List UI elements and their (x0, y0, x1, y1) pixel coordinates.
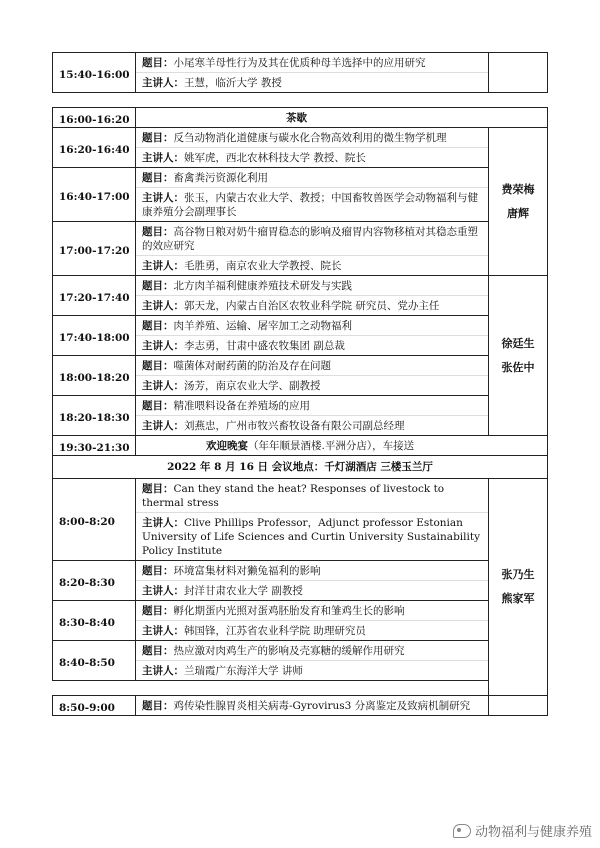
session-speaker: 刘燕忠，广州市牧兴畜牧设备有限公司副总经理 (184, 420, 405, 432)
table-row (53, 456, 548, 479)
session-time: 8:20-8:30 (53, 561, 136, 601)
table-row: 8:40-8:50 题目：热应激对肉鸡生产的影响及壳寡糖的缓解作用研究 主讲人：兰瑞霞广东海洋大学 讲师 (53, 641, 548, 681)
session-hosts: 徐廷生 张佐中 (489, 276, 548, 436)
session-topic: 反刍动物消化道健康与碳水化合物高效利用的微生物学机理 (173, 132, 447, 144)
session-topic: 小尾寒羊母性行为及其在优质种母羊选择中的应用研究 (173, 57, 426, 69)
table-row: 18:00-18:20 题目：噬菌体对耐药菌的防治及存在问题 主讲人：汤芳，南京农业大学、副教授 (53, 356, 548, 396)
dinner-note: （年年顺景酒楼.平洲分店），车接送 (248, 440, 415, 452)
agenda-document (52, 52, 548, 716)
session-speaker: Clive Phillips Professor，Adjunct professor Estonian University of Life Sciences and Curtin University Sustainability Policy Institute (142, 517, 481, 557)
session-topic: 环境富集材料对獭兔福利的影响 (173, 565, 321, 577)
session-topic: 孵化期蛋内光照对蛋鸡胚胎发育和雏鸡生长的影响 (173, 605, 405, 617)
session-speaker: 姚军虎，西北农林科技大学 教授、院长 (184, 152, 366, 164)
session-topic: 鸡传染性腺胃炎相关病毒-Gyrovirus3 分离鉴定及致病机制研究 (173, 700, 471, 712)
session-topic: 热应激对肉鸡生产的影响及壳寡糖的缓解作用研究 (173, 645, 405, 657)
session-topic: 北方肉羊福利健康养殖技术研发与实践 (173, 280, 352, 292)
session-time: 18:00-18:20 (53, 356, 136, 396)
session-speaker: 张玉，内蒙古农业大学、教授；中国畜牧兽医学会动物福利与健康养殖分会副理事长 (142, 192, 478, 218)
session-time: 16:00-16:20 (53, 108, 136, 128)
session-time: 8:30-8:40 (53, 601, 136, 641)
table-row: 16:20-16:40 题目：反刍动物消化道健康与碳水化合物高效利用的微生物学机理 主讲人：姚军虎，西北农林科技大学 教授、院长 费荣梅 唐辉 (53, 128, 548, 168)
session-speaker: 兰瑞霞广东海洋大学 讲师 (184, 665, 303, 677)
wechat-icon (453, 824, 471, 838)
tea-break: 茶歇 (286, 112, 307, 124)
session-topic: 畜禽粪污资源化利用 (173, 172, 268, 184)
watermark-text: 动物福利与健康养殖 (474, 825, 592, 840)
session-hosts: 费荣梅 唐辉 (489, 128, 548, 276)
table-row: 8:50-9:00 题目：鸡传染性腺胃炎相关病毒-Gyrovirus3 分离鉴定及致病机制研究 (53, 696, 548, 716)
table-row: 17:40-18:00 题目：肉羊养殖、运输、屠宰加工之动物福利 主讲人：李志勇，甘肃中盛农牧集团 副总裁 (53, 316, 548, 356)
table-row: 8:20-8:30 题目：环境富集材料对獭兔福利的影响 主讲人：封洋甘肃农业大学 副教授 (53, 561, 548, 601)
session-time: 18:20-18:30 (53, 396, 136, 436)
session-time: 8:00-8:20 (53, 479, 136, 561)
session-time: 15:40-16:00 (53, 53, 136, 93)
session-topic: 精准喂料设备在养殖场的应用 (173, 400, 310, 412)
session-hosts: 张乃生 熊家军 (489, 479, 548, 696)
session-topic: Can they stand the heat? Responses of livestock to thermal stress (142, 483, 445, 509)
session-speaker: 封洋甘肃农业大学 副教授 (184, 585, 303, 597)
table-row: 17:00-17:20 题目：高谷物日粮对奶牛瘤胃稳态的影响及瘤胃内容物移植对其稳态重塑的效应研究 主讲人：毛胜勇，南京农业大学教授、院长 (53, 222, 548, 276)
agenda-table (52, 52, 548, 716)
session-speaker: 汤芳，南京农业大学、副教授 (184, 380, 321, 392)
session-speaker: 王慧，临沂大学 教授 (184, 77, 282, 89)
session-time: 8:50-9:00 (53, 696, 136, 716)
table-row (53, 436, 548, 456)
session-topic: 高谷物日粮对奶牛瘤胃稳态的影响及瘤胃内容物移植对其稳态重塑的效应研究 (142, 226, 478, 252)
table-row: 18:20-18:30 题目：精准喂料设备在养殖场的应用 主讲人：刘燕忠，广州市牧兴畜牧设备有限公司副总经理 (53, 396, 548, 436)
session-time: 19:30-21:30 (53, 436, 136, 456)
watermark (453, 821, 592, 840)
session-time: 16:40-17:00 (53, 168, 136, 222)
table-row: 8:00-8:20 题目：Can they stand the heat? Responses of livestock to thermal stress 主讲人：Clive Phillips Professor，Adjunct professor Estonian University of Life Sciences and Curtin University Sustainability Policy Institute 张乃生 熊家军 (53, 479, 548, 561)
session-speaker: 毛胜勇，南京农业大学教授、院长 (184, 260, 342, 272)
session-time: 17:00-17:20 (53, 222, 136, 276)
session-time: 16:20-16:40 (53, 128, 136, 168)
session-speaker: 韩国锋，江苏省农业科学院 助理研究员 (184, 625, 366, 637)
table-row: 8:30-8:40 题目：孵化期蛋内光照对蛋鸡胚胎发育和雏鸡生长的影响 主讲人：韩国锋，江苏省农业科学院 助理研究员 (53, 601, 548, 641)
session-topic: 肉羊养殖、运输、屠宰加工之动物福利 (173, 320, 352, 332)
session-speaker: 郭天龙，内蒙古自治区农牧业科学院 研究员、党办主任 (184, 300, 440, 312)
table-row (53, 108, 548, 128)
table-row: 16:40-17:00 题目：畜禽粪污资源化利用 主讲人：张玉，内蒙古农业大学、教授；中国畜牧兽医学会动物福利与健康养殖分会副理事长 (53, 168, 548, 222)
session-time: 8:40-8:50 (53, 641, 136, 681)
table-row: 17:20-17:40 题目：北方肉羊福利健康养殖技术研发与实践 主讲人：郭天龙，内蒙古自治区农牧业科学院 研究员、党办主任 徐廷生 张佐中 (53, 276, 548, 316)
welcome-dinner: 欢迎晚宴 (206, 440, 248, 452)
session-speaker: 李志勇，甘肃中盛农牧集团 副总裁 (184, 340, 345, 352)
session-time: 17:20-17:40 (53, 276, 136, 316)
session-topic: 噬菌体对耐药菌的防治及存在问题 (173, 360, 331, 372)
day-header: 2022 年 8 月 16 日 会议地点：千灯湖酒店 三楼玉兰厅 (53, 456, 548, 479)
session-time: 17:40-18:00 (53, 316, 136, 356)
table-row: 15:40-16:00 题目：小尾寒羊母性行为及其在优质种母羊选择中的应用研究 主讲人：王慧，临沂大学 教授 (53, 53, 548, 93)
